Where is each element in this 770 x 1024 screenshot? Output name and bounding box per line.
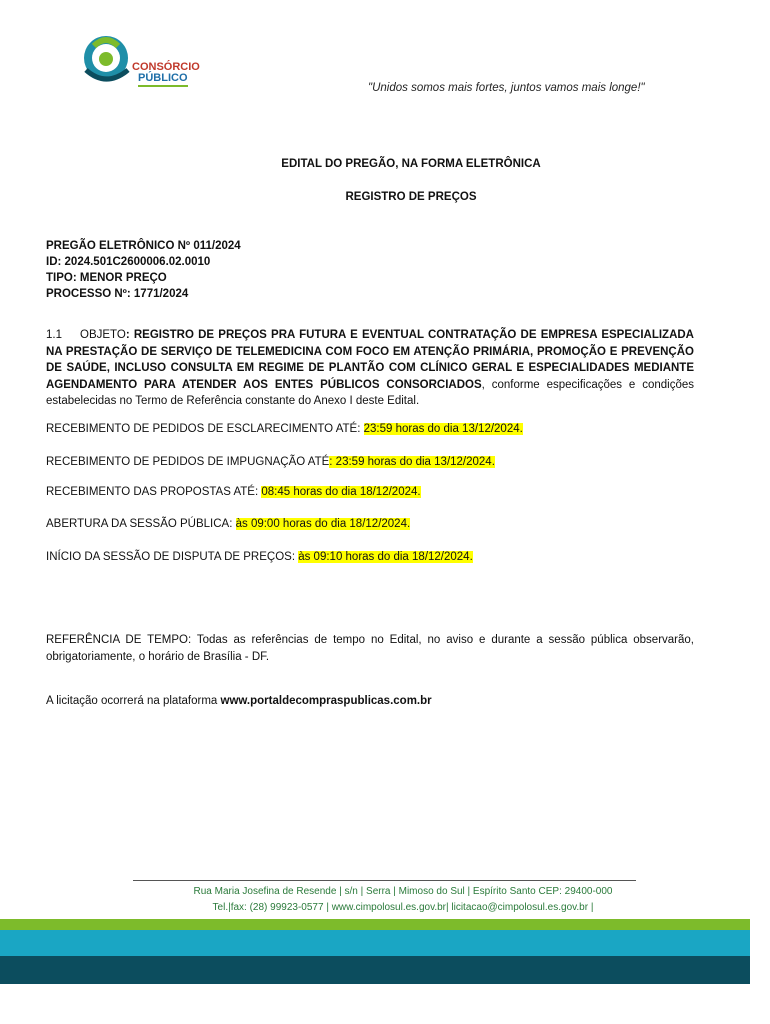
schedule-item [46,551,473,563]
footer-address: Rua Maria Josefina de Resende | s/n | Serra | Mimoso do Sul | Espírito Santo CEP: 29400-000 [193,886,613,897]
motto: "Unidos somos mais fortes, juntos vamos mais longe!" [368,82,645,94]
id-code: ID: 2024.501C2600006.02.0010 [46,256,211,268]
schedule-label: RECEBIMENTO DE PEDIDOS DE IMPUGNAÇÃO ATÉ [46,456,330,468]
footer-band-green [0,919,750,930]
schedule-item [46,423,523,435]
referencia-tempo: REFERÊNCIA DE TEMPO: Todas as referências de tempo no Edital, no aviso e durante a sessão pública observarão, obrigatoriamente, o horário de Brasília - DF. [46,634,694,663]
consorcio-logo [78,26,228,96]
pregao-number: PREGÃO ELETRÔNICO Nº 011/2024 [46,240,241,252]
schedule-label: RECEBIMENTO DE PEDIDOS DE ESCLARECIMENTO ATÉ: [46,423,364,435]
document-title: EDITAL DO PREGÃO, NA FORMA ELETRÔNICA [281,158,541,170]
logo-line2: PÚBLICO [138,72,188,84]
schedule-item [46,486,421,498]
schedule-item [46,456,495,468]
schedule-label: RECEBIMENTO DAS PROPOSTAS ATÉ: [46,486,262,498]
clause-number: 1.1 [46,329,62,341]
objeto-paragraph [46,327,694,410]
schedule-item [46,518,410,530]
schedule-value: às 09:10 horas do dia 18/12/2024. [298,551,473,563]
objeto-label: OBJETO [80,329,126,341]
footer-band-dark [0,956,750,984]
plataforma-line [46,695,432,707]
objeto-rest: , conforme especificações e condições estabelecidas no Termo de Referência constante do Anexo I deste Edital. [46,378,694,407]
logo-line1: CONSÓRCIO [132,61,200,73]
footer-contact: Tel.|fax: (28) 99923-0577 | www.cimpolosul.es.gov.br| licitacao@cimpolosul.es.gov.br | [212,902,594,913]
plataforma-link[interactable]: www.portaldecompraspublicas.com.br [220,695,432,707]
schedule-value: 08:45 horas do dia 18/12/2024. [261,486,421,498]
schedule-label: INÍCIO DA SESSÃO DE DISPUTA DE PREÇOS: [46,551,299,563]
footer-divider [133,880,636,881]
identification-block [46,238,241,302]
schedule-value: : 23:59 horas do dia 13/12/2024. [329,456,495,468]
schedule-value: às 09:00 horas do dia 18/12/2024. [235,518,411,530]
document-subtitle: REGISTRO DE PREÇOS [345,191,477,203]
processo-number: PROCESSO Nº: 1771/2024 [46,288,189,300]
footer-band-cyan [0,930,750,956]
objeto-bold-text: : REGISTRO DE PREÇOS PRA FUTURA E EVENTUAL CONTRATAÇÃO DE EMPRESA ESPECIALIZADA NA PRESTAÇÃO DE SERVIÇO DE TELEMEDICINA COM FOCO EM ATENÇÃO PRIMÁRIA, PROMOÇÃO E PREVENÇÃO DE SAÚDE, INCLUSO CONSULTA EM REGIME DE PLANTÃO COM CLÍNICO GERAL E ESPECIALIDADES MEDIANTE AGENDAMENTO PARA ATENDER AOS ENTES PÚBLICOS CONSORCIADOS [46,329,694,391]
tipo: TIPO: MENOR PREÇO [46,272,167,284]
plataforma-text: A licitação ocorrerá na plataforma [46,695,221,707]
schedule-label: ABERTURA DA SESSÃO PÚBLICA: [46,518,236,530]
schedule-value: 23:59 horas do dia 13/12/2024. [363,423,523,435]
